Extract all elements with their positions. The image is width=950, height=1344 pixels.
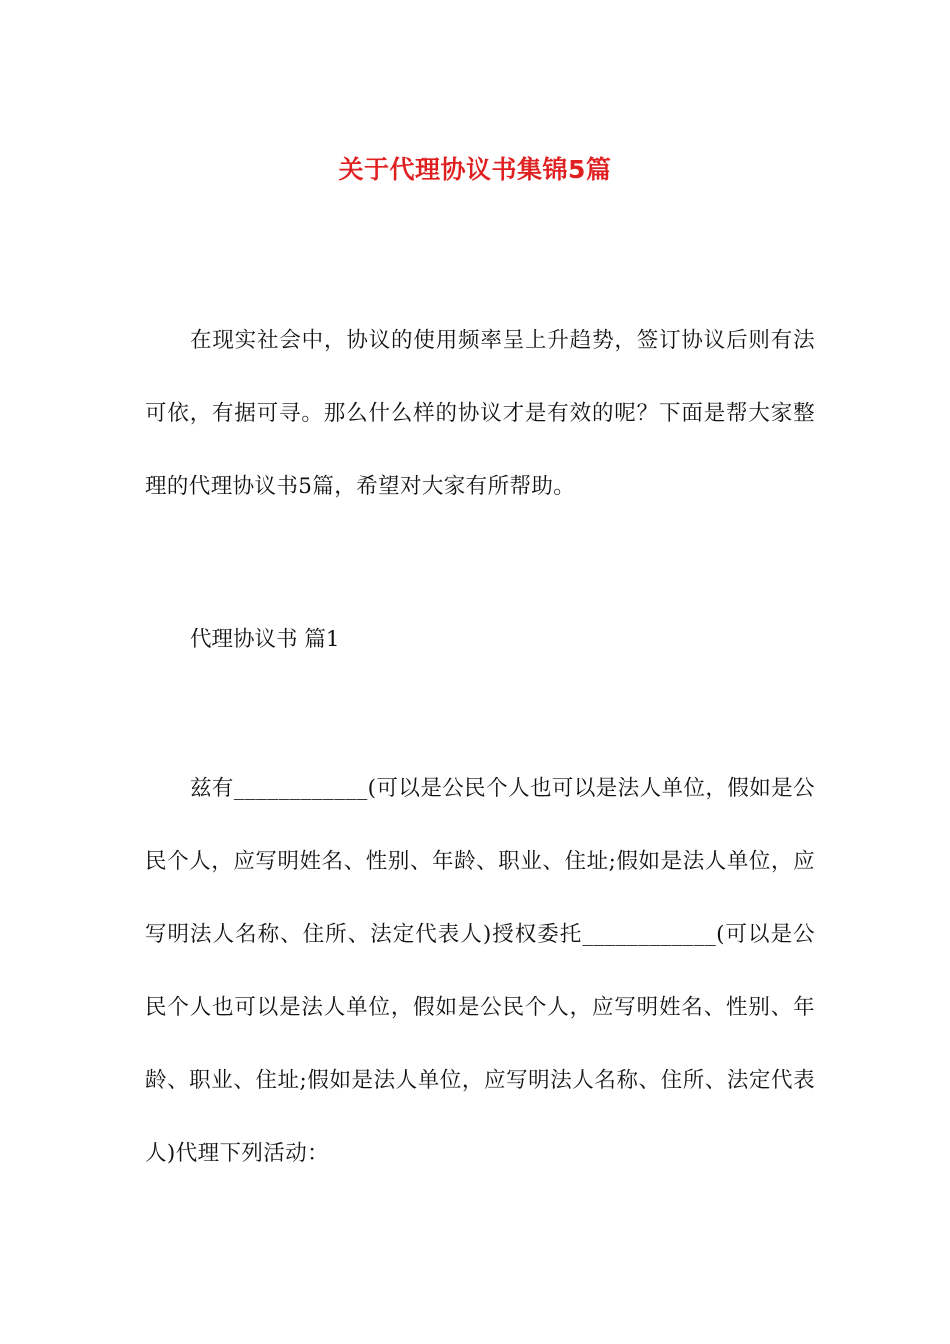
body-paragraph: 兹有____________(可以是公民个人也可以是法人单位，假如是公民个人，应写明姓名、性别、年龄、职业、住址;假如是法人单位，应写明法人名称、住所、法定代表人)授权委托____________(可以是公民个人也可以是法人单位，假如是公民个人，应写明姓名、性别、年龄、职业、住址;假如是法人单位，应写明法人名称、住所、法定代表人)代理下列活动： xyxy=(145,776,815,1166)
document-title: 关于代理协议书集锦5篇 xyxy=(338,154,612,184)
section-heading: 代理协议书 篇1 xyxy=(190,627,340,652)
intro-paragraph: 在现实社会中，协议的使用频率呈上升趋势，签订协议后则有法可依，有据可寻。那么什么样的协议才是有效的呢？下面是帮大家整理的代理协议书5篇，希望对大家有所帮助。 xyxy=(145,328,815,499)
